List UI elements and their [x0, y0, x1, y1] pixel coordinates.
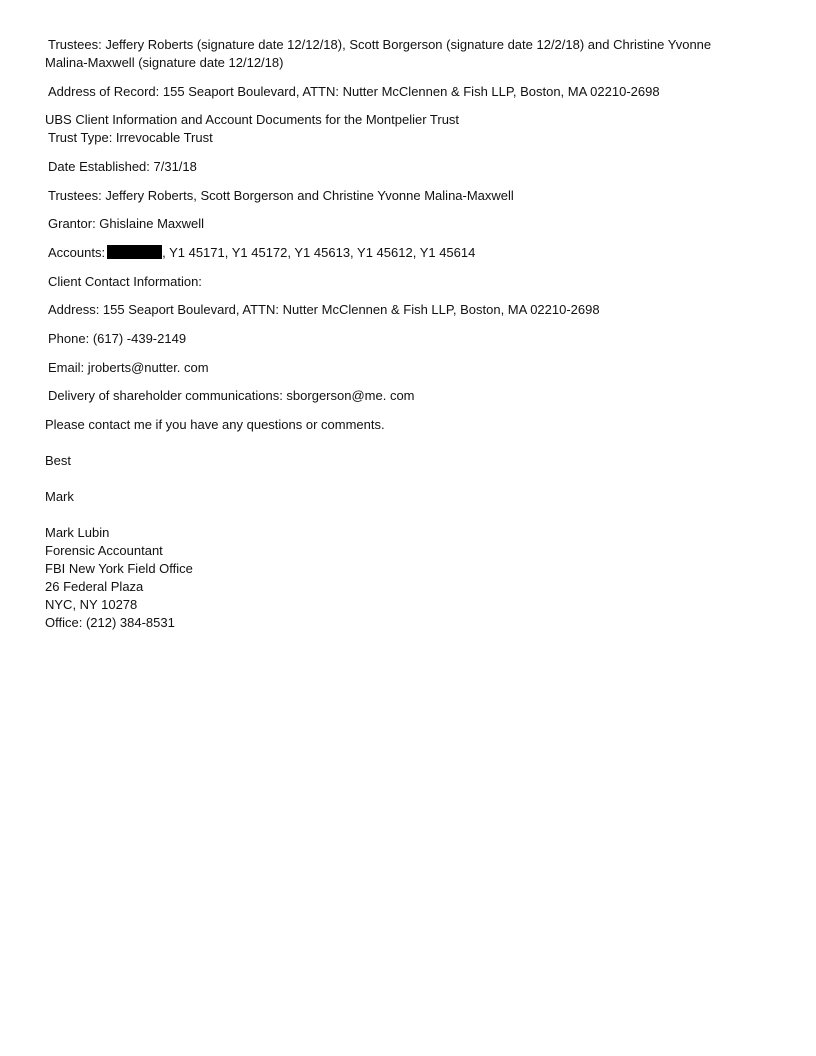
signature-name: Mark Lubin — [45, 525, 110, 540]
redaction-block — [107, 245, 162, 259]
contact-request: Please contact me if you have any questions or comments. — [45, 417, 385, 432]
client-phone: Phone: (617) -439-2149 — [48, 331, 187, 346]
date-established: Date Established: 7/31/18 — [48, 159, 197, 174]
grantor: Grantor: Ghislaine Maxwell — [48, 216, 205, 231]
client-contact-heading: Client Contact Information: — [48, 274, 202, 289]
signature-phone: Office: (212) 384-8531 — [45, 615, 175, 630]
trustees-signatures-line-2: Malina-Maxwell (signature date 12/12/18) — [45, 55, 284, 70]
delivery-communications: Delivery of shareholder communications: sborgerson@me. com — [48, 388, 415, 403]
signature-office: FBI New York Field Office — [45, 561, 193, 576]
trustees-signatures-line-1: Trustees: Jeffery Roberts (signature date 12/12/18), Scott Borgerson (signature date 12/2/18) and Christine Yvonne — [48, 37, 712, 52]
accounts-list: , Y1 45171, Y1 45172, Y1 45613, Y1 45612, Y1 45614 — [162, 245, 476, 260]
client-address: Address: 155 Seaport Boulevard, ATTN: Nutter McClennen & Fish LLP, Boston, MA 02210-2698 — [48, 302, 600, 317]
trust-type: Trust Type: Irrevocable Trust — [48, 130, 213, 145]
signature-street: 26 Federal Plaza — [45, 579, 144, 594]
ubs-section-heading: UBS Client Information and Account Documents for the Montpelier Trust — [45, 112, 460, 127]
trustees-list: Trustees: Jeffery Roberts, Scott Borgerson and Christine Yvonne Malina-Maxwell — [48, 188, 514, 203]
signature-title: Forensic Accountant — [45, 543, 163, 558]
sender-first-name: Mark — [45, 489, 74, 504]
client-email: Email: jroberts@nutter. com — [48, 360, 209, 375]
address-of-record: Address of Record: 155 Seaport Boulevard, ATTN: Nutter McClennen & Fish LLP, Boston, MA 02210-2698 — [48, 84, 660, 99]
signature-city: NYC, NY 10278 — [45, 597, 138, 612]
accounts-line — [48, 244, 778, 262]
accounts-label: Accounts: — [48, 245, 106, 260]
salutation: Best — [45, 453, 72, 468]
